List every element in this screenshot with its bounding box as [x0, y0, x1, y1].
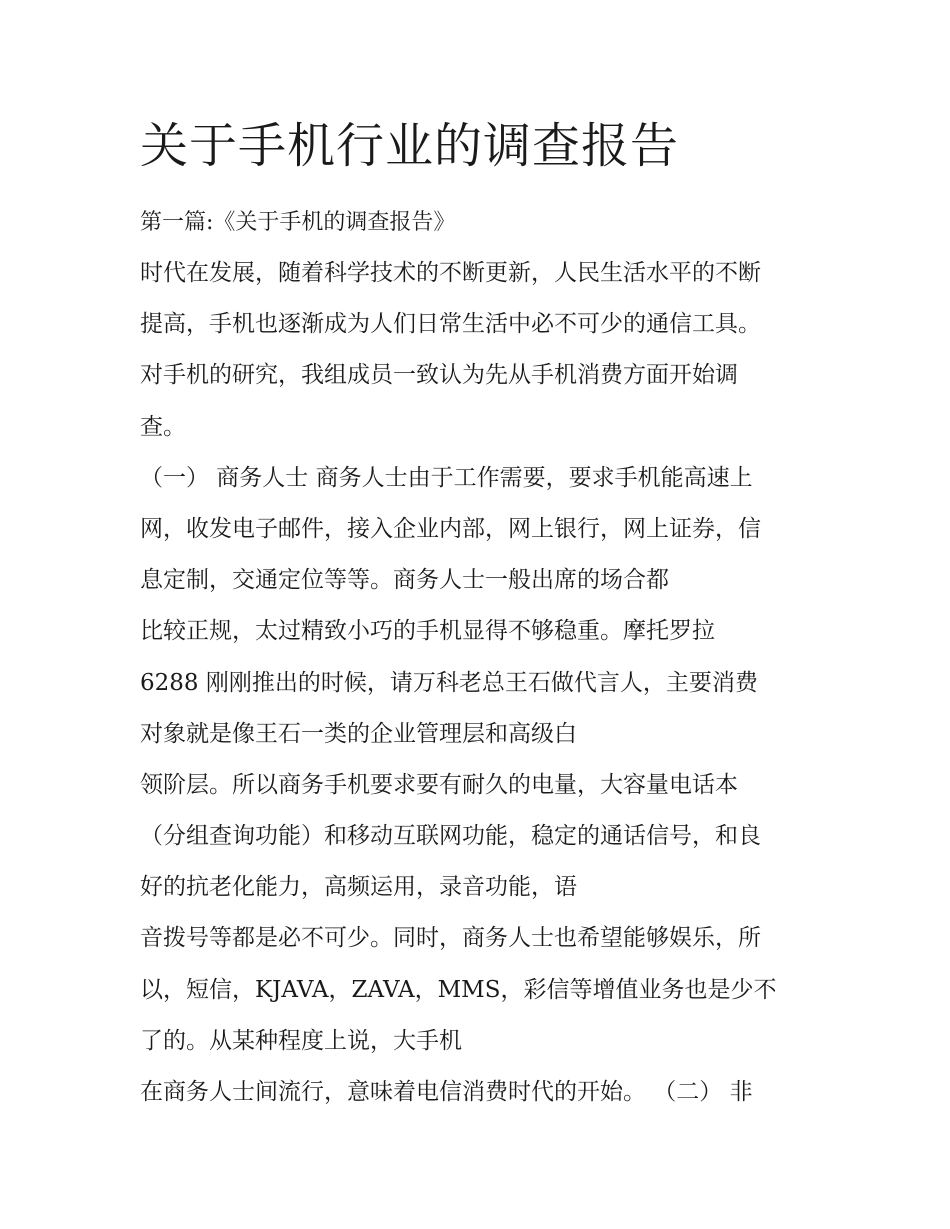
body-line: （一） 商务人士 商务人士由于工作需要，要求手机能高速上 [140, 464, 753, 491]
body-line: 领阶层。所以商务手机要求要有耐久的电量，大容量电话本 [140, 771, 738, 798]
body-line: 查。 [140, 413, 186, 440]
body-line: 息定制，交通定位等等。商务人士一般出席的场合都 [140, 567, 669, 594]
body-line: 6288 刚刚推出的时候，请万科老总王石做代言人，主要消费 [140, 669, 758, 696]
body-line: 了的。从某种程度上说，大手机 [140, 1027, 462, 1054]
body-line: 音拨号等都是必不可少。同时，商务人士也希望能够娱乐，所 [140, 925, 761, 952]
document-body [140, 256, 830, 1126]
document-title: 关于手机行业的调查报告 [140, 118, 680, 174]
body-line: 比较正规，太过精致小巧的手机显得不够稳重。摩托罗拉 [140, 618, 715, 645]
body-line: （分组查询功能）和移动互联网功能，稳定的通话信号，和良 [140, 823, 761, 850]
body-line: 提高，手机也逐渐成为人们日常生活中必不可少的通信工具。 [140, 311, 761, 338]
body-line: 时代在发展，随着科学技术的不断更新，人民生活水平的不断 [140, 260, 761, 286]
body-line: 网，收发电子邮件，接入企业内部，网上银行，网上证券，信 [140, 515, 761, 542]
document-subtitle: 第一篇:《关于手机的调查报告》 [140, 210, 456, 235]
body-line: 对手机的研究，我组成员一致认为先从手机消费方面开始调 [140, 362, 738, 389]
body-line: 好的抗老化能力，高频运用，录音功能，语 [140, 874, 577, 901]
body-line: 在商务人士间流行，意味着电信消费时代的开始。 （二） 非 [140, 1079, 753, 1105]
body-line: 对象就是像王石一类的企业管理层和高级白 [140, 720, 577, 747]
body-line: 以，短信，KJAVA，ZAVA，MMS，彩信等增值业务也是少不 [140, 976, 777, 1003]
